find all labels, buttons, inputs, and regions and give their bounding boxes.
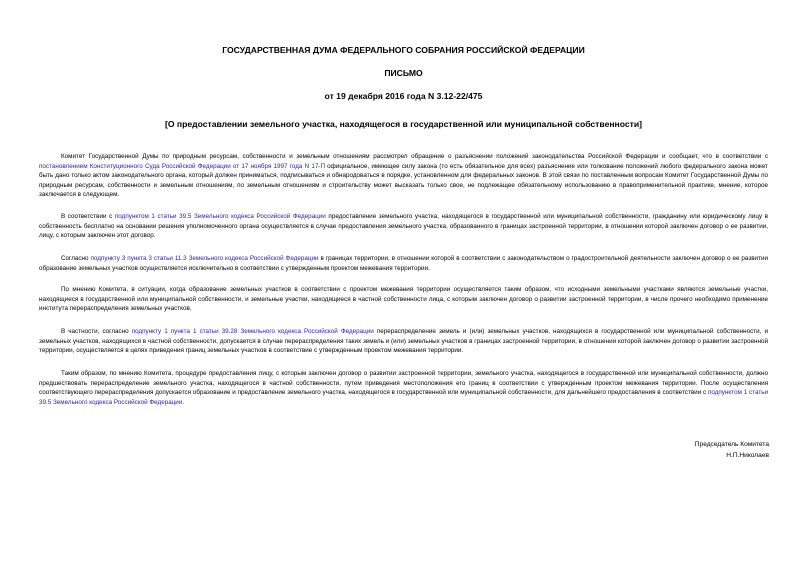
signature-name: Н.П.Николаев: [726, 452, 769, 459]
document-type: ПИСЬМО: [384, 68, 423, 78]
paragraph-5-text-a: В частности, согласно: [61, 328, 132, 335]
link-land-code-39-5[interactable]: подпунктом 1 статьи 39.5 Земельного кодекса Российской Федерации: [114, 213, 326, 220]
paragraph-3-text-b: в границах территории, в отношении которой в соответствии с законодательством о градостроительной деятельности заключен договор о ее развитии образование земельных участков осуществляется исключительно в соответствии с утвержденным проектом межевания территории.: [39, 255, 768, 272]
document-date-number: от 19 декабря 2016 года N 3.12-22/475: [324, 91, 483, 101]
paragraph-4-text-a: По мнению Комитета, в ситуации, когда образование земельных участков в соответствии с проектом межевания территории осуществляется таким образом, что исходными земельными участками являются земельные участки, находящиеся в государственной или муниципальной собственности, и земельные участки, находящиеся в частной собственности лица, с которым заключен договор о развитии застроенной территории, в числе прочего необходимо применение института перераспределения земельных участков.: [39, 286, 768, 313]
link-land-code-39-5-final[interactable]: подпунктом 1 статьи 39.5 Земельного кодекса Российской Федерации: [39, 389, 769, 406]
paragraph-5: [39, 327, 768, 356]
link-land-code-11-3[interactable]: подпункту 3 пункта 3 статьи 11.3 Земельного кодекса Российской Федерации: [90, 255, 319, 262]
signature-position: Председатель Комитета: [694, 441, 769, 448]
paragraph-2-text-a: В соответствии с: [61, 213, 115, 220]
paragraph-4: [39, 285, 768, 314]
paragraph-3: [39, 254, 768, 273]
paragraph-6-text-b: .: [182, 398, 185, 406]
paragraph-2: [39, 212, 768, 241]
organization-heading: ГОСУДАРСТВЕННАЯ ДУМА ФЕДЕРАЛЬНОГО СОБРАНИЯ РОССИЙСКОЙ ФЕДЕРАЦИИ: [222, 45, 585, 55]
link-land-code-39-28[interactable]: подпункту 1 пункта 1 статьи 39.28 Земельного кодекса Российской Федерации: [131, 328, 374, 335]
paragraph-2-text-b: предоставление земельного участка, находящегося в государственной или муниципальной собственности, гражданину или юридическому лицу в собственность бесплатно на основании решения уполномоченного органа осуществляется в случае предоставления земельного участка, образованного в границах застроенной территории, в отношении которой заключен договор о ее развитии, лицу, с которым заключен этот договор.: [39, 213, 769, 240]
paragraph-3-text-a: Согласно: [61, 255, 91, 262]
paragraph-1-text-b: официальное, имеющее силу закона (то есть обязательное для всех) разъяснение или толкование положений любого федерального закона может быть дано только актом законодательного органа, который должен приниматься, подписываться и обнародоваться в порядке, установленном для федеральных законов. В этой связи по поставленным вопросам Комитет Государственной Думы по природным ресурсам, собственности и земельным отношениям, по земельным отношениям и строительству может высказать только свое, не подлежащее обязательному использованию в правоприменительной практике, мнение, которое заключается в следующем.: [39, 162, 768, 199]
paragraph-1-text-a: Комитет Государственной Думы по природным ресурсам, собственности и земельным отношениям рассмотрел обращение о разъяснении положений законодательства Российской Федерации и сообщает, что в соответствии с: [61, 153, 768, 160]
paragraph-1: [39, 152, 768, 200]
document-subject: [О предоставлении земельного участка, находящегося в государственной или муниципальной собственности]: [165, 119, 642, 129]
paragraph-6-text-a: Таким образом, по мнению Комитета, процедуре предоставления лицу, с которым заключен договор о развитии застроенной территории, земельного участка, находящегося в государственной или муниципальной собственности, должно предшествовать перераспределение земельного участка, находящегося в частной собственности, путем приведения местоположения его границ в соответствии с утвержденным проектом межевания территории. После осуществления соответствующего перераспределения допускается образование и предоставление земельного участка, находящегося в государственной или муниципальной собственности, для дальнейшего предоставления в соответствии с: [39, 370, 768, 397]
link-constitutional-court-ruling[interactable]: постановлением Конституционного Суда Российской Федерации от 17 ноября 1997 года N 17-П: [39, 162, 325, 170]
paragraph-5-text-b: перераспределение земель и (или) земельных участков, находящихся в государственной или муниципальной собственности, и земельных участков, находящихся в частной собственности, допускается в случае перераспределения таких земель и (или) земельных участков в границах застроенной территории, в отношении которой заключен договор о развитии застроенной территории, осуществляется в целях приведения границ земельных участков в соответствие с утвержденным проектом межевания территории.: [39, 328, 768, 355]
paragraph-6: [39, 369, 768, 407]
